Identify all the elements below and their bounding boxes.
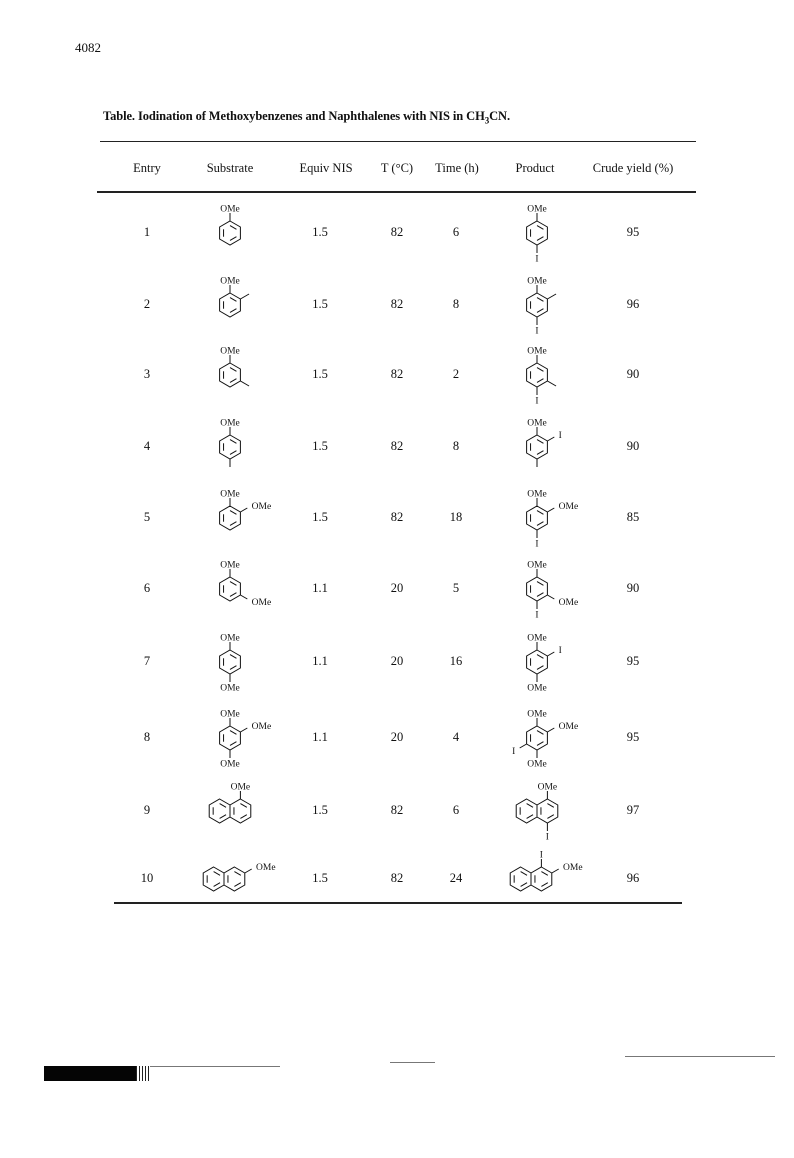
entry-cell: 1 (143, 225, 151, 239)
entry-cell: 3 (143, 367, 151, 381)
svg-text:I: I (539, 850, 543, 861)
svg-text:OMe: OMe (220, 204, 240, 215)
time-cell: 18 (449, 510, 463, 524)
svg-text:I: I (535, 539, 539, 550)
product-structure (497, 193, 577, 273)
svg-text:I: I (512, 747, 516, 757)
svg-text:OMe: OMe (527, 276, 547, 287)
time-cell: 4 (452, 730, 460, 744)
entry-cell: 10 (140, 871, 154, 885)
time-cell: 24 (449, 871, 463, 885)
equiv-cell: 1.5 (312, 297, 328, 311)
svg-text:OMe: OMe (220, 709, 240, 720)
entry-cell: 9 (143, 803, 151, 817)
svg-text:OMe: OMe (220, 633, 240, 644)
header-entry: Entry (133, 161, 161, 175)
svg-text:I: I (558, 646, 562, 656)
time-cell: 6 (452, 803, 460, 817)
yield-cell: 90 (626, 367, 640, 381)
svg-text:OMe: OMe (527, 204, 547, 215)
equiv-cell: 1.1 (312, 581, 328, 595)
product-structure (497, 549, 577, 629)
substrate-structure (190, 193, 270, 273)
product-structure (497, 839, 583, 919)
time-cell: 5 (452, 581, 460, 595)
header-yield: Crude yield (%) (592, 161, 674, 175)
page-number: 4082 (75, 40, 101, 55)
temp-cell: 82 (390, 367, 404, 381)
temp-cell: 82 (390, 510, 404, 524)
entry-cell: 5 (143, 510, 151, 524)
svg-text:OMe: OMe (558, 722, 579, 732)
yield-cell: 90 (626, 581, 640, 595)
time-cell: 8 (452, 439, 460, 453)
equiv-cell: 1.5 (312, 439, 328, 453)
header-substrate: Substrate (206, 161, 254, 175)
header-rule (97, 191, 696, 193)
svg-text:OMe: OMe (558, 502, 579, 512)
substrate-structure (190, 265, 270, 345)
svg-text:OMe: OMe (251, 598, 272, 608)
svg-text:OMe: OMe (220, 759, 240, 770)
svg-text:OMe: OMe (527, 346, 547, 357)
substrate-structure (190, 839, 276, 919)
svg-text:I: I (535, 610, 539, 621)
equiv-cell: 1.5 (312, 871, 328, 885)
equiv-cell: 1.5 (312, 803, 328, 817)
svg-text:OMe: OMe (527, 489, 547, 500)
temp-cell: 82 (390, 225, 404, 239)
yield-cell: 97 (626, 803, 640, 817)
svg-text:OMe: OMe (220, 489, 240, 500)
temp-cell: 82 (390, 439, 404, 453)
caption-subscript: 3 (484, 115, 490, 126)
svg-text:OMe: OMe (251, 722, 272, 732)
table-caption (103, 109, 510, 126)
caption-tail: CN. (489, 109, 510, 123)
svg-text:I: I (535, 254, 539, 265)
svg-text:OMe: OMe (537, 782, 558, 793)
product-structure (497, 698, 577, 778)
scan-artifact-rule (625, 1056, 775, 1057)
time-cell: 16 (449, 654, 463, 668)
top-rule (100, 141, 696, 142)
yield-cell: 90 (626, 439, 640, 453)
product-structure (497, 478, 577, 558)
scan-artifact-rule (150, 1066, 280, 1067)
entry-cell: 8 (143, 730, 151, 744)
equiv-cell: 1.5 (312, 510, 328, 524)
substrate-structure (190, 478, 270, 558)
caption-text: Table. Iodination of Methoxybenzenes and Naphthalenes with NIS in CH (103, 109, 485, 123)
svg-text:OMe: OMe (527, 759, 547, 770)
entry-cell: 4 (143, 439, 151, 453)
substrate-structure (190, 549, 270, 629)
svg-text:I: I (535, 396, 539, 407)
entry-cell: 7 (143, 654, 151, 668)
equiv-cell: 1.1 (312, 654, 328, 668)
svg-text:OMe: OMe (220, 560, 240, 571)
svg-text:OMe: OMe (220, 683, 240, 694)
substrate-structure (190, 622, 270, 702)
svg-text:OMe: OMe (256, 863, 276, 873)
temp-cell: 82 (390, 297, 404, 311)
temp-cell: 20 (390, 581, 404, 595)
time-cell: 8 (452, 297, 460, 311)
header-product: Product (515, 161, 555, 175)
product-structure (497, 622, 577, 702)
svg-text:OMe: OMe (220, 418, 240, 429)
header-temp: T (°C) (380, 161, 414, 175)
yield-cell: 85 (626, 510, 640, 524)
substrate-structure (190, 407, 270, 487)
svg-text:OMe: OMe (527, 418, 547, 429)
product-structure (497, 335, 577, 415)
temp-cell: 20 (390, 730, 404, 744)
equiv-cell: 1.5 (312, 367, 328, 381)
equiv-cell: 1.1 (312, 730, 328, 744)
svg-text:OMe: OMe (220, 276, 240, 287)
scan-artifact-bar (44, 1066, 136, 1081)
svg-text:I: I (558, 431, 562, 441)
temp-cell: 20 (390, 654, 404, 668)
yield-cell: 96 (626, 297, 640, 311)
scan-artifact-rule (390, 1062, 435, 1063)
svg-text:OMe: OMe (558, 598, 579, 608)
svg-text:OMe: OMe (527, 633, 547, 644)
entry-cell: 6 (143, 581, 151, 595)
svg-text:I: I (545, 832, 549, 843)
temp-cell: 82 (390, 871, 404, 885)
svg-text:I: I (535, 326, 539, 337)
yield-cell: 95 (626, 654, 640, 668)
svg-text:OMe: OMe (527, 683, 547, 694)
svg-text:OMe: OMe (251, 502, 272, 512)
product-structure (497, 265, 577, 345)
svg-text:OMe: OMe (220, 346, 240, 357)
time-cell: 6 (452, 225, 460, 239)
header-time: Time (h) (435, 161, 479, 175)
header-equiv: Equiv NIS (299, 161, 353, 175)
svg-text:OMe: OMe (527, 560, 547, 571)
svg-text:OMe: OMe (230, 782, 251, 793)
scan-artifact-lines (136, 1066, 150, 1081)
substrate-structure (190, 335, 270, 415)
svg-text:OMe: OMe (527, 709, 547, 720)
product-structure (497, 407, 577, 487)
time-cell: 2 (452, 367, 460, 381)
yield-cell: 95 (626, 730, 640, 744)
temp-cell: 82 (390, 803, 404, 817)
entry-cell: 2 (143, 297, 151, 311)
equiv-cell: 1.5 (312, 225, 328, 239)
substrate-structure (190, 698, 270, 778)
yield-cell: 96 (626, 871, 640, 885)
svg-text:OMe: OMe (563, 863, 583, 873)
yield-cell: 95 (626, 225, 640, 239)
